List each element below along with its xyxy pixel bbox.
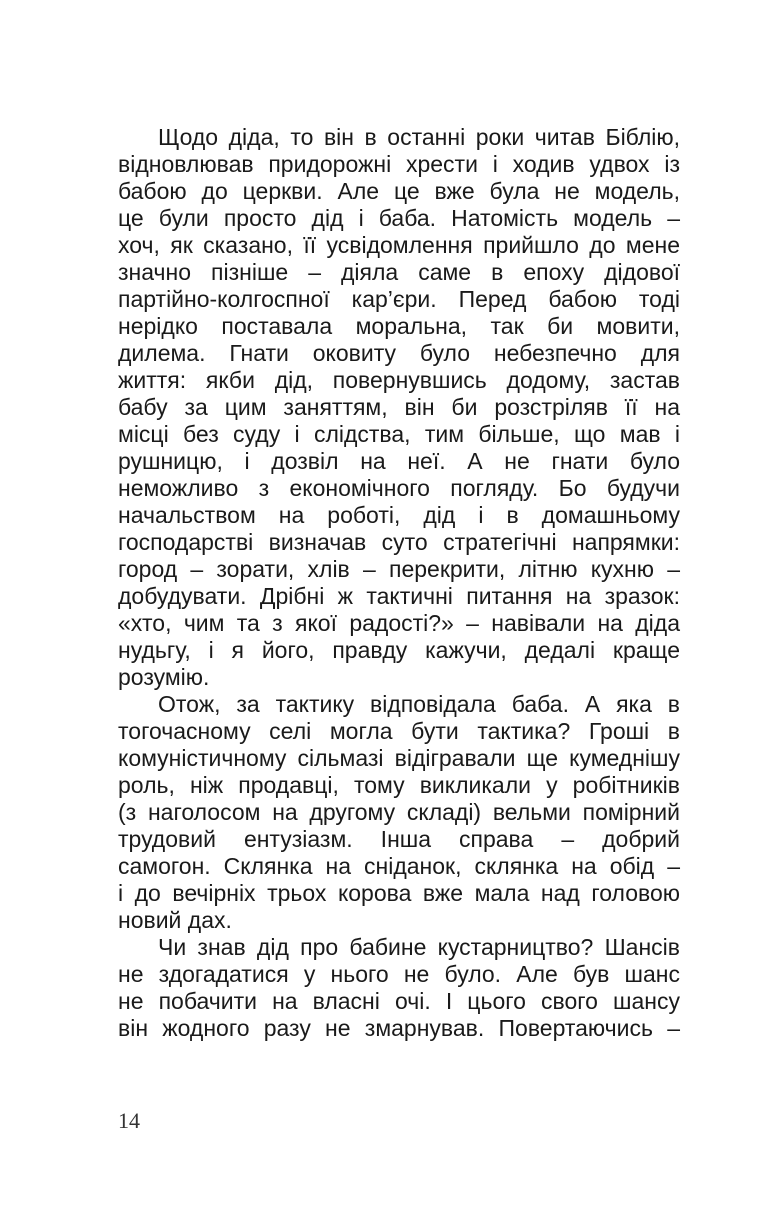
text-line: нерідко поставала моральна, так би мовити, [118, 313, 680, 339]
text-line: він жодного разу не змарнував. Повертаючись – [118, 1015, 680, 1041]
page-number: 14 [118, 1108, 140, 1133]
text-line: неможливо з економічного погляду. Бо будучи [118, 475, 680, 501]
text-line: партійно-колгоспної кар’єри. Перед бабою тоді [118, 286, 680, 312]
paragraph-1 [118, 124, 680, 691]
text-line: начальством на роботі, дід і в домашньому [118, 502, 680, 528]
text-line: комуністичному сільмазі відігравали ще кумеднішу [118, 745, 680, 771]
text-line: новий дах. [118, 907, 232, 933]
text-line: бабою до церкви. Але це вже була не модель, [118, 178, 680, 204]
text-line: роль, ніж продавці, тому викликали у робітників [118, 772, 680, 798]
paragraph-3 [118, 934, 680, 1042]
text-line: бабу за цим заняттям, він би розстріляв її на [118, 394, 680, 420]
text-line: Отож, за тактику відповідала баба. А яка в [158, 691, 680, 717]
text-line: рушницю, і дозвіл на неї. А не гнати було [118, 448, 680, 474]
text-line: не побачити на власні очі. І цього свого шансу [118, 988, 680, 1014]
text-line: город – зорати, хлів – перекрити, літню кухню – [118, 556, 680, 582]
text-line: і до вечірніх трьох корова вже мала над головою [118, 880, 680, 906]
text-line: Чи знав дід про бабине кустарництво? Шансів [158, 934, 680, 960]
text-line: дилема. Гнати оковиту було небезпечно для [118, 340, 680, 366]
text-line: трудовий ентузіазм. Інша справа – добрий [118, 826, 680, 852]
text-line: місці без суду і слідства, тим більше, що мав і [118, 421, 680, 447]
text-line: відновлював придорожні хрести і ходив удвох із [118, 151, 680, 177]
text-line: добудувати. Дрібні ж тактичні питання на зразок: [118, 583, 680, 609]
text-line: розумію. [118, 664, 210, 690]
text-line: (з наголосом на другому складі) вельми помірний [118, 799, 680, 825]
body-text [118, 124, 680, 1042]
text-line: самогон. Склянка на сніданок, склянка на обід – [118, 853, 680, 879]
text-line: це були просто дід і баба. Натомість модель – [118, 205, 680, 231]
text-line: значно пізніше – діяла саме в епоху дідової [118, 259, 680, 285]
text-line: тогочасному селі могла бути тактика? Гроші в [118, 718, 680, 744]
text-line: «хто, чим та з якої радості?» – навівали на діда [118, 610, 680, 636]
text-line: Щодо діда, то він в останні роки читав Біблію, [158, 124, 680, 150]
text-line: не здогадатися у нього не було. Але був шанс [118, 961, 680, 987]
text-line: господарстві визначав суто стратегічні напрямки: [118, 529, 680, 555]
text-line: життя: якби дід, повернувшись додому, застав [118, 367, 680, 393]
paragraph-2 [118, 691, 680, 934]
text-line: нудьгу, і я його, правду кажучи, дедалі краще [118, 637, 680, 663]
text-line: хоч, як сказано, її усвідомлення прийшло до мене [118, 232, 680, 258]
